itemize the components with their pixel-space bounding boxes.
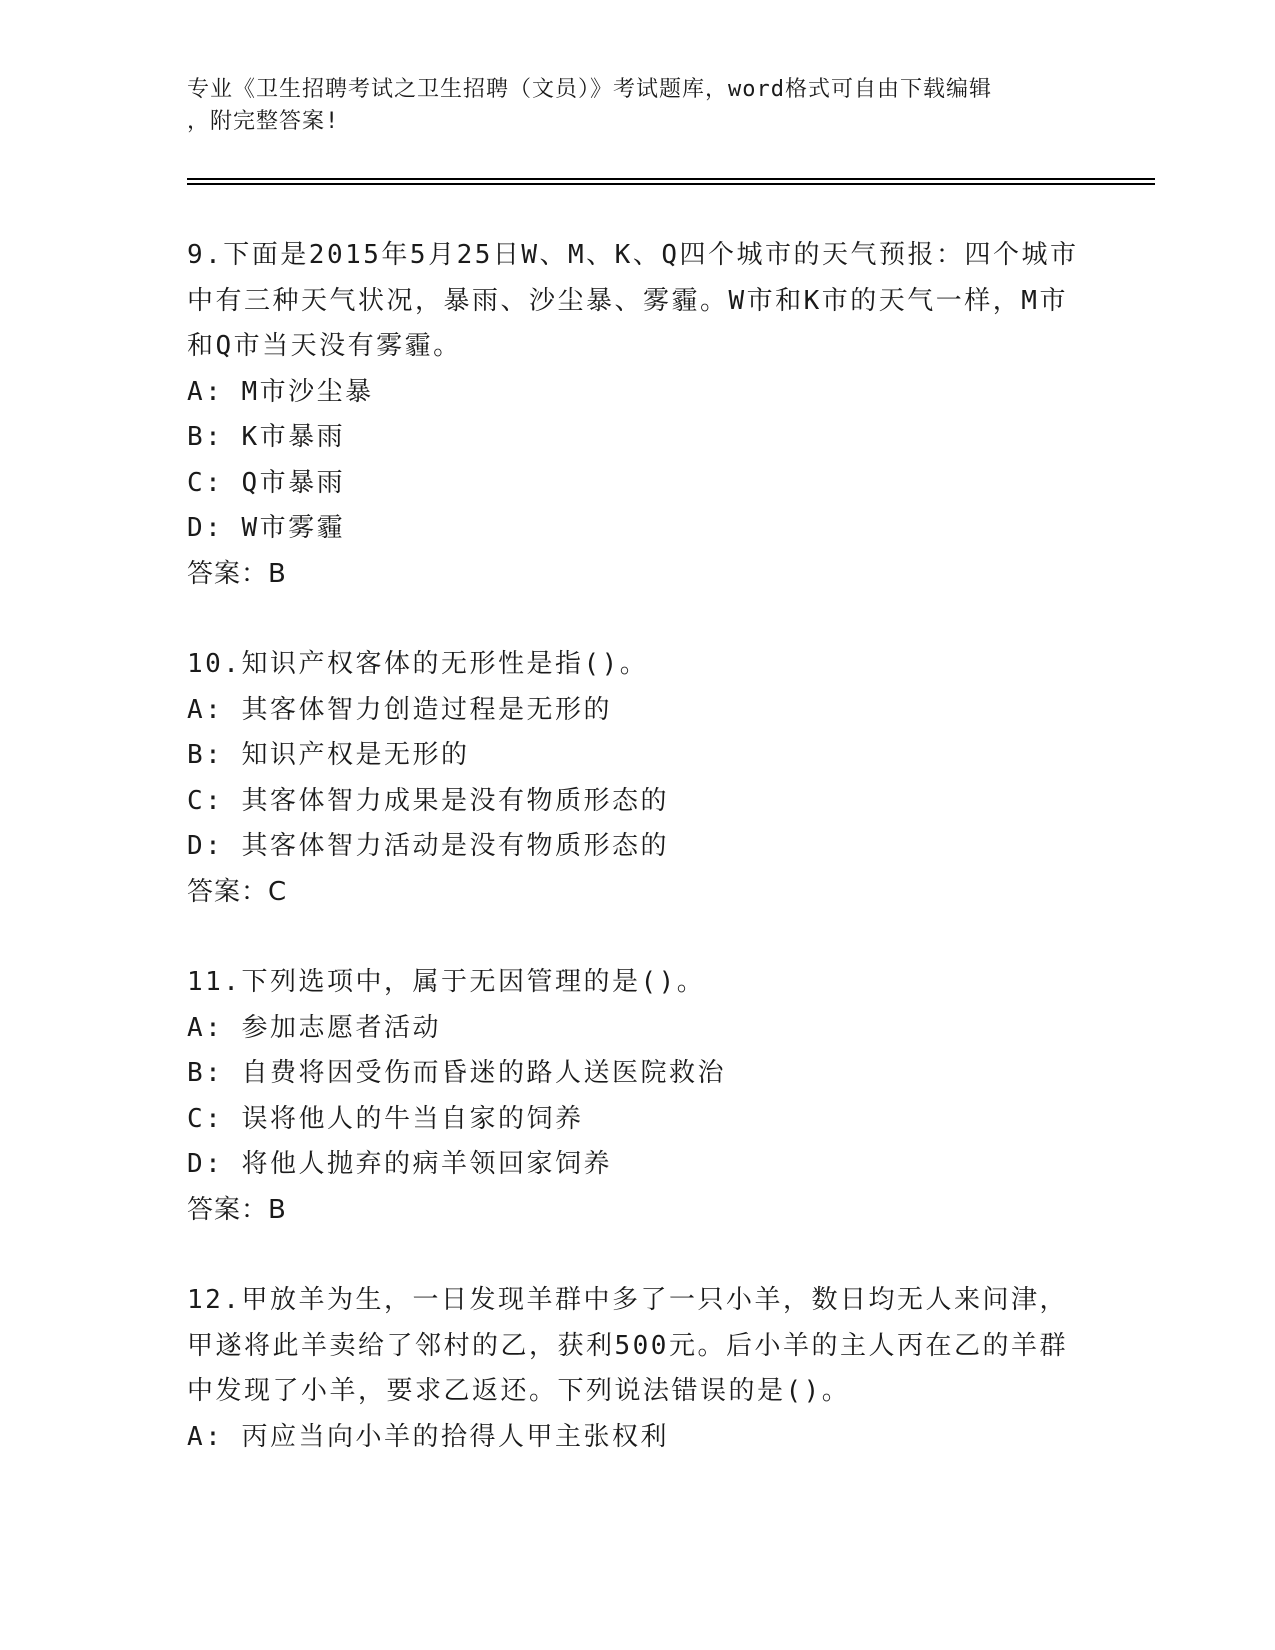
question-9 bbox=[187, 233, 1087, 597]
option-a: A: 参加志愿者活动 bbox=[187, 1012, 441, 1043]
answer: 答案：C bbox=[187, 876, 288, 907]
option-d: D: 将他人抛弃的病羊领回家饲养 bbox=[187, 1149, 612, 1179]
answer: 答案：B bbox=[187, 1194, 287, 1225]
question-11 bbox=[187, 960, 1087, 1233]
question-stem: 12.甲放羊为生，一日发现羊群中多了一只小羊，数日均无人来问津，甲遂将此羊卖给了邻村的乙，获利500元。后小羊的主人丙在乙的羊群中发现了小羊，要求乙返还。下列说法错误的是()。 bbox=[187, 1285, 1068, 1406]
question-stem: 11.下列选项中，属于无因管理的是()。 bbox=[187, 967, 706, 997]
option-b: B: 知识产权是无形的 bbox=[187, 740, 470, 770]
header-line-2: ，附完整答案! bbox=[187, 109, 340, 134]
option-d: D: W市雾霾 bbox=[187, 513, 346, 543]
option-c: C: Q市暴雨 bbox=[187, 467, 346, 498]
header-divider-bottom bbox=[187, 183, 1155, 185]
question-stem: 10.知识产权客体的无形性是指()。 bbox=[187, 649, 649, 679]
option-d: D: 其客体智力活动是没有物质形态的 bbox=[187, 831, 669, 861]
header-line-1: 专业《卫生招聘考试之卫生招聘（文员）》考试题库，word格式可自由下载编辑 bbox=[187, 77, 992, 102]
option-a: A: M市沙尘暴 bbox=[187, 376, 374, 407]
option-b: B: K市暴雨 bbox=[187, 422, 346, 452]
option-a: A: 其客体智力创造过程是无形的 bbox=[187, 694, 612, 725]
option-b: B: 自费将因受伤而昏迷的路人送医院救治 bbox=[187, 1058, 726, 1088]
question-stem: 9.下面是2015年5月25日W、M、K、Q四个城市的天气预报：四个城市中有三种天气状况，暴雨、沙尘暴、雾霾。W市和K市的天气一样，M市和Q市当天没有雾霾。 bbox=[187, 240, 1079, 361]
option-c: C: 其客体智力成果是没有物质形态的 bbox=[187, 785, 669, 816]
header-divider-top bbox=[187, 178, 1155, 180]
option-c: C: 误将他人的牛当自家的饲养 bbox=[187, 1103, 584, 1134]
question-12 bbox=[187, 1278, 1087, 1460]
document-header bbox=[187, 74, 1087, 138]
option-a: A: 丙应当向小羊的拾得人甲主张权利 bbox=[187, 1421, 669, 1452]
question-10 bbox=[187, 642, 1087, 915]
answer: 答案：B bbox=[187, 558, 287, 589]
question-list bbox=[187, 233, 1087, 1505]
